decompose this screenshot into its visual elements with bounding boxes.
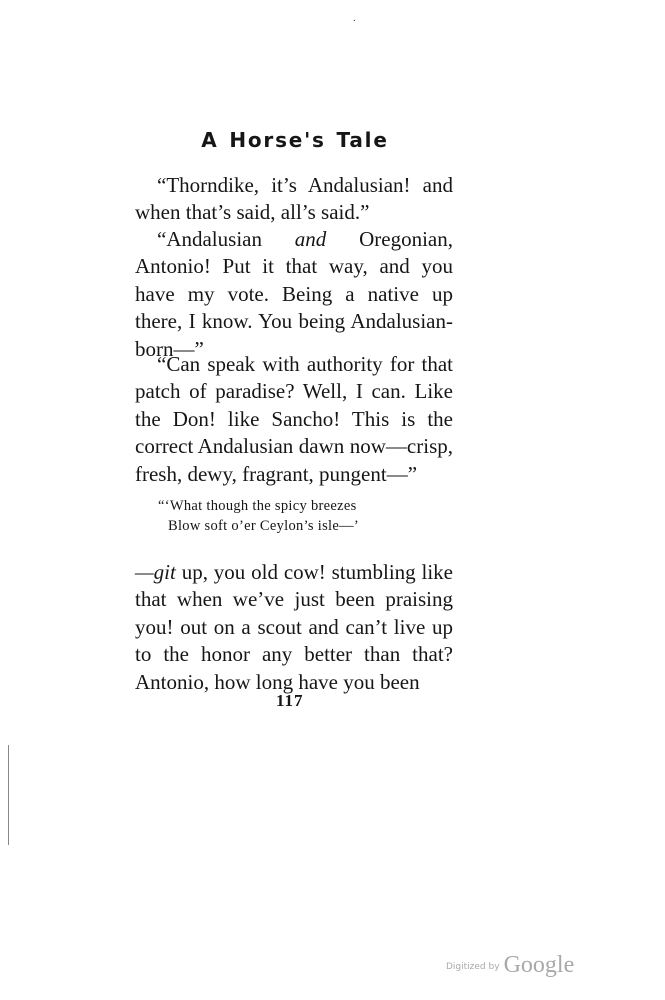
digitized-watermark: [446, 952, 574, 979]
google-logo-text: Google: [503, 952, 575, 978]
page-number: 117: [276, 691, 304, 710]
paragraph-4-emphasis: —git: [135, 560, 176, 584]
paragraph-4-rest: up, you old cow! stumbling like that when we’ve just been praising you! out on a scout and can’t live up to the honor any better than that? Antonio, how long have you been: [135, 560, 453, 694]
verse-line-2: Blow soft o’er Ceylon’s isle—’: [168, 518, 360, 534]
verse-line-1: “‘What though the spicy breezes: [158, 498, 357, 514]
verse-quote: [158, 496, 359, 536]
paragraph-1: [135, 172, 453, 227]
paragraph-2-rest: Oregonian, Antonio! Put it that way, and you have my vote. Being a native up there, I know. You being Andalusian-born—”: [135, 227, 453, 361]
paragraph-2-start: “Andalusian: [157, 227, 295, 251]
paragraph-3-text: “Can speak with authority for that patch of paradise? Well, I can. Like the Don! like Sancho! This is the correct Andalusian dawn now—crisp, fresh, dewy, fragrant, pungent—”: [135, 352, 453, 486]
watermark-prefix: Digitized by: [446, 962, 500, 972]
running-header: A Horse's Tale: [201, 128, 389, 152]
paragraph-2: [135, 226, 453, 363]
paragraph-1-text: “Thorndike, it’s Andalusian! and when that’s said, all’s said.”: [135, 173, 453, 225]
paragraph-2-emphasis: and: [294, 227, 327, 251]
paragraph-4: [135, 559, 453, 696]
scan-edge-line: [8, 745, 9, 845]
paragraph-3: [135, 351, 453, 488]
scan-mark: .: [353, 12, 356, 24]
paragraph-4-text: [135, 559, 453, 696]
paragraph-2-text: [135, 226, 453, 363]
